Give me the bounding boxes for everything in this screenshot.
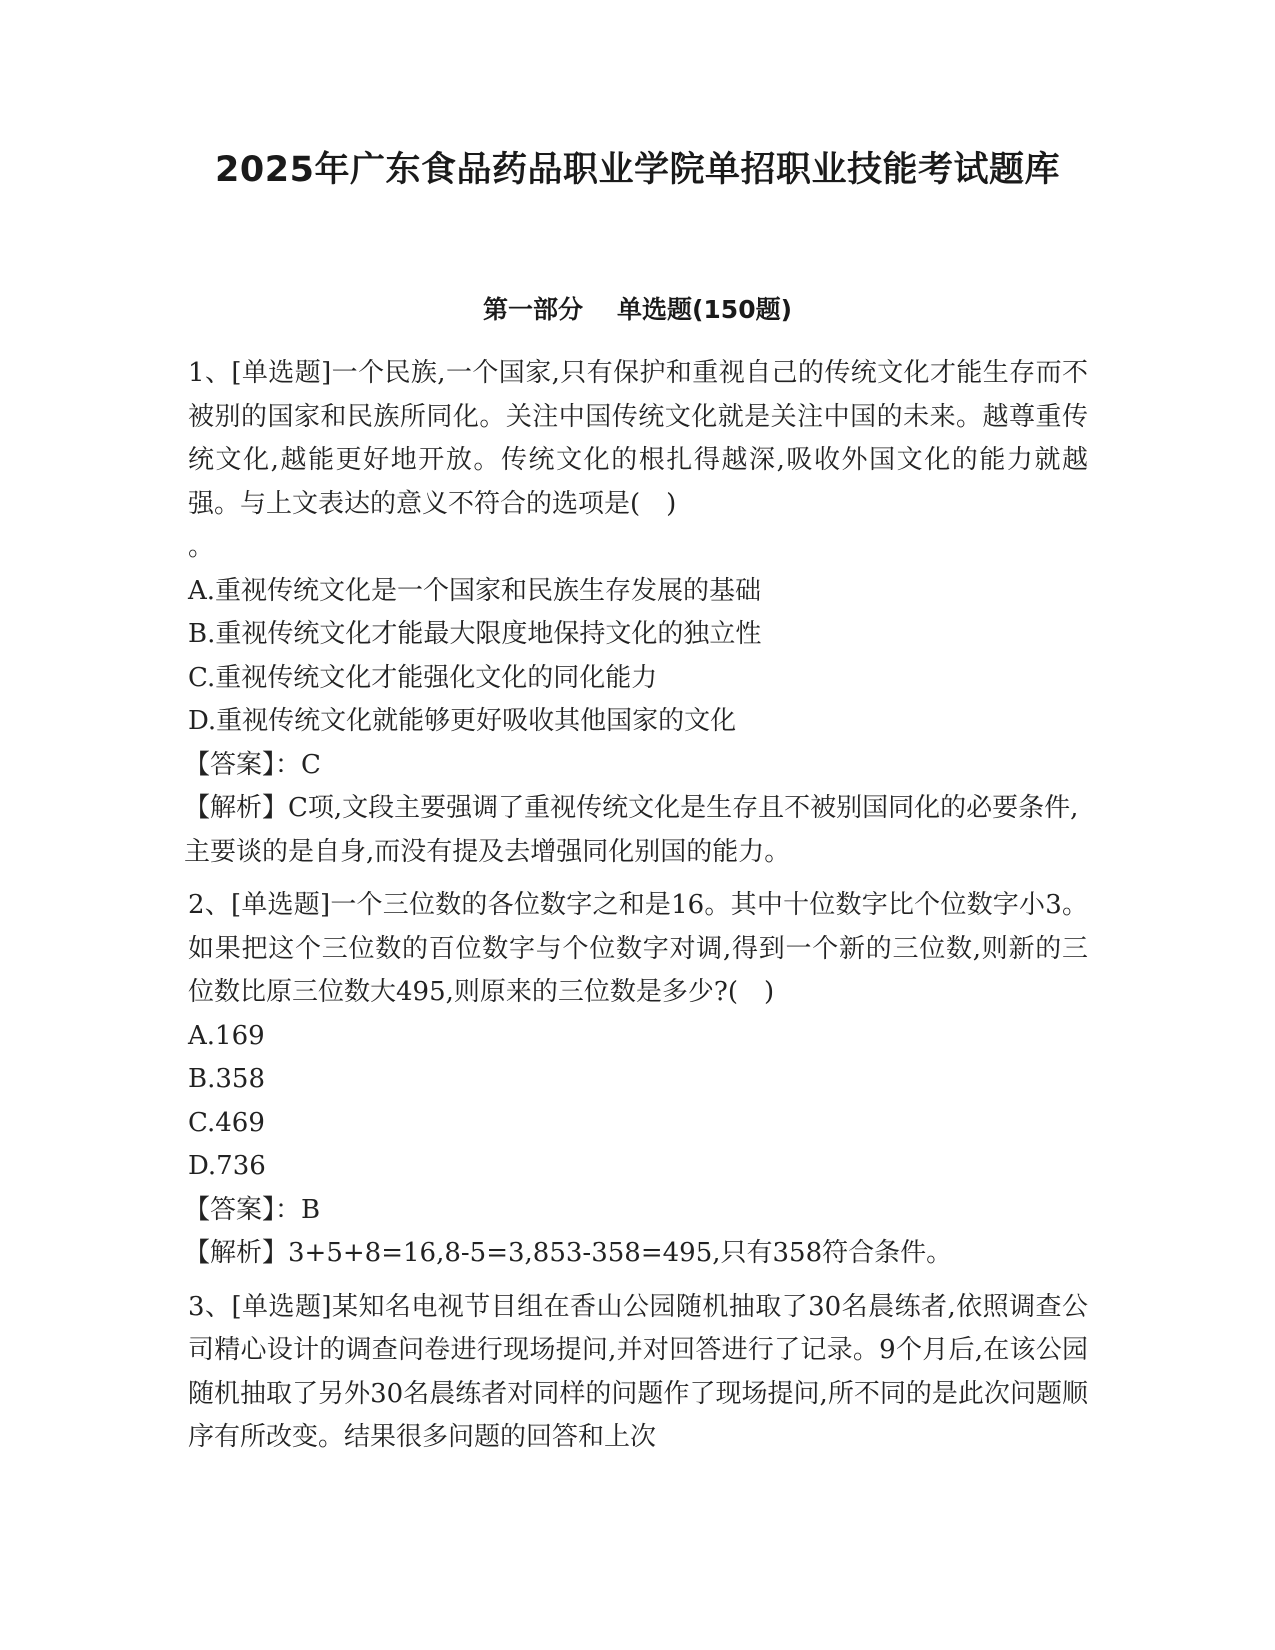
option-d: D.736: [188, 1151, 266, 1181]
analysis-text: 3+5+8=16,8-5=3,853-358=495,只有358符合条件。: [288, 1238, 953, 1268]
option-b: B.重视传统文化才能最大限度地保持文化的独立性: [188, 619, 762, 649]
analysis-label: 【解析】: [184, 793, 289, 823]
question-3: [188, 1286, 1088, 1460]
option-c: C.重视传统文化才能强化文化的同化能力: [188, 662, 658, 693]
option-b: B.358: [188, 1064, 265, 1094]
answer-value: ：B: [275, 1194, 321, 1225]
section-title: [0, 292, 1275, 328]
question-2: [184, 884, 1088, 1276]
section-type-label: 单选题(150题): [616, 295, 793, 324]
question-list: [184, 352, 1088, 1470]
question-1: [184, 352, 1088, 874]
answer-line: [184, 744, 1088, 788]
option-a: A.重视传统文化是一个国家和民族生存发展的基础: [188, 575, 762, 606]
answer-label: 【答案】: [184, 749, 276, 780]
answer-value: ：C: [275, 749, 321, 780]
question-stem: 1、[单选题]一个民族,一个国家,只有保护和重视自己的传统文化才能生存而不被别的国家和民族所同化。关注中国传统文化就是关注中国的未来。越尊重传统文化,越能更好地开放。传统文化的根扎得越深,吸收外国文化的能力就越强。与上文表达的意义不符合的选项是( ): [188, 358, 1088, 519]
option-d: D.重视传统文化就能够更好吸收其他国家的文化: [188, 706, 737, 736]
analysis-label: 【解析】: [184, 1238, 289, 1268]
analysis-text: C项,文段主要强调了重视传统文化是生存且不被别国同化的必要条件,主要谈的是自身,而没有提及去增强同化别国的能力。: [184, 793, 1079, 867]
question-stem-tail: 。: [188, 532, 215, 562]
answer-label: 【答案】: [184, 1194, 276, 1225]
question-stem: 2、[单选题]一个三位数的各位数字之和是16。其中十位数字比个位数字小3。如果把这个三位数的百位数字与个位数字对调,得到一个新的三位数,则新的三位数比原三位数大495,则原来的三位数是多少?( ): [188, 890, 1088, 1007]
document-title: 2025年广东食品药品职业学院单招职业技能考试题库: [215, 150, 1060, 190]
section-part-label: 第一部分: [482, 295, 583, 324]
question-stem: 3、[单选题]某知名电视节目组在香山公园随机抽取了30名晨练者,依照调查公司精心设计的调查问卷进行现场提问,并对回答进行了记录。9个月后,在该公园随机抽取了另外30名晨练者对同样的问题作了现场提问,所不同的是此次问题顺序有所改变。结果很多问题的回答和上次: [188, 1291, 1088, 1452]
option-c: C.469: [188, 1107, 265, 1138]
analysis-line: [184, 1232, 1088, 1276]
analysis-line: [184, 787, 1088, 874]
answer-line: [184, 1189, 1088, 1233]
option-a: A.169: [188, 1020, 265, 1051]
